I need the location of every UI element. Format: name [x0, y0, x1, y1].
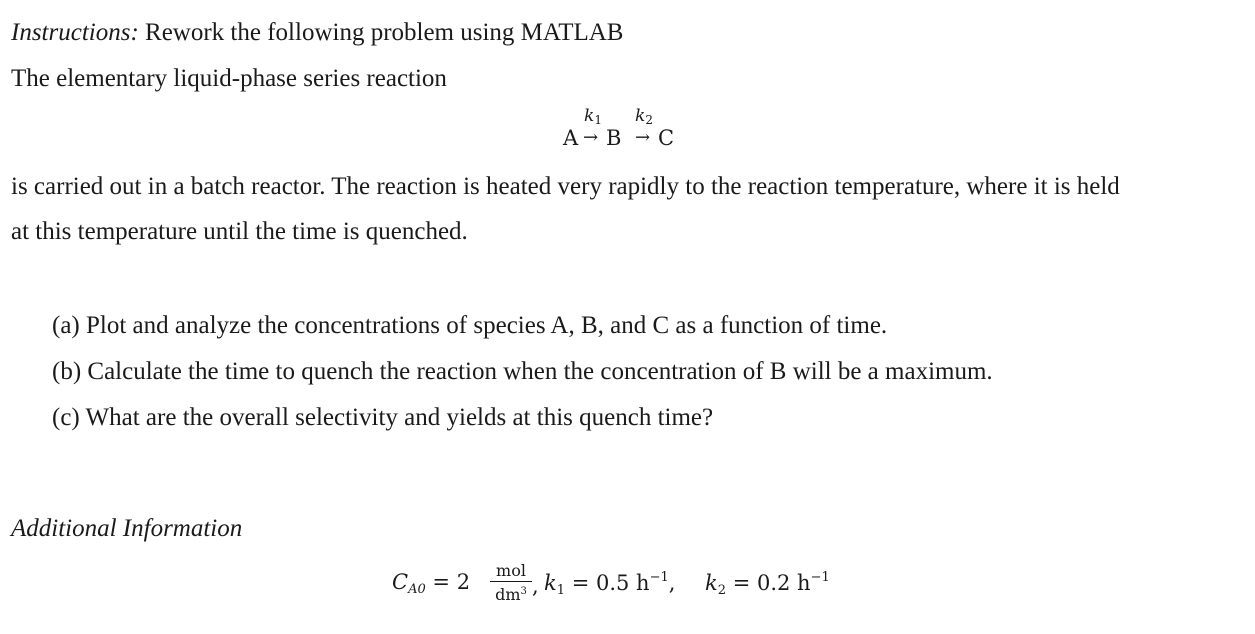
- k2-term: [705, 570, 830, 598]
- species-b: B: [606, 126, 622, 150]
- reaction-arrow-2: →: [635, 127, 651, 148]
- k2-sub: 2: [717, 583, 727, 598]
- concentration-unit: [490, 562, 532, 604]
- rate-k1: [584, 106, 602, 127]
- additional-heading: Additional Information: [11, 515, 243, 542]
- species-c: C: [658, 126, 675, 150]
- paragraph-line-2: at this temperature until the time is quenched.: [11, 218, 468, 245]
- question-c: (c) What are the overall selectivity and yields at this quench time?: [52, 404, 714, 431]
- separator-1: ,: [532, 574, 539, 598]
- reaction-arrow-1: →: [583, 127, 599, 148]
- rate-k2-symbol: k: [635, 106, 646, 126]
- unit-den-exp: 3: [520, 586, 527, 597]
- k2-value: = 0.2 h: [726, 571, 811, 595]
- question-b: (b) Calculate the time to quench the reaction when the concentration of B will be a maximum.: [52, 358, 993, 385]
- ca0-term: [392, 570, 470, 597]
- rate-k1-sub: 1: [594, 113, 602, 127]
- rate-k2: [635, 106, 653, 127]
- paragraph-line-1: is carried out in a batch reactor. The reaction is heated very rapidly to the reaction temperature, where it is held: [11, 173, 1120, 200]
- rate-k2-sub: 2: [645, 113, 653, 127]
- ca0-symbol: C: [392, 570, 409, 594]
- ca0-value: = 2: [425, 570, 471, 594]
- unit-den-base: dm: [495, 585, 521, 604]
- unit-denominator: [490, 582, 532, 604]
- instructions-line: [11, 18, 623, 48]
- instructions-text: Rework the following problem using MATLAB: [138, 19, 624, 46]
- k1-value: = 0.5 h: [565, 571, 650, 595]
- intro-text: The elementary liquid-phase series reaction: [11, 65, 447, 92]
- unit-numerator: mol: [490, 562, 532, 582]
- k1-exp: −1: [649, 570, 669, 585]
- rate-k1-symbol: k: [584, 106, 595, 126]
- k1-symbol: k: [544, 571, 557, 595]
- question-a: (a) Plot and analyze the concentrations of species A, B, and C as a function of time.: [52, 312, 888, 339]
- k1-term: [544, 570, 675, 598]
- instructions-label: Instructions:: [11, 19, 139, 46]
- k1-sub: 1: [556, 583, 566, 598]
- separator-2: ,: [668, 571, 676, 595]
- k2-symbol: k: [705, 571, 718, 595]
- k2-exp: −1: [810, 570, 830, 585]
- ca0-sub: A0: [408, 582, 426, 597]
- species-a: A: [563, 126, 579, 150]
